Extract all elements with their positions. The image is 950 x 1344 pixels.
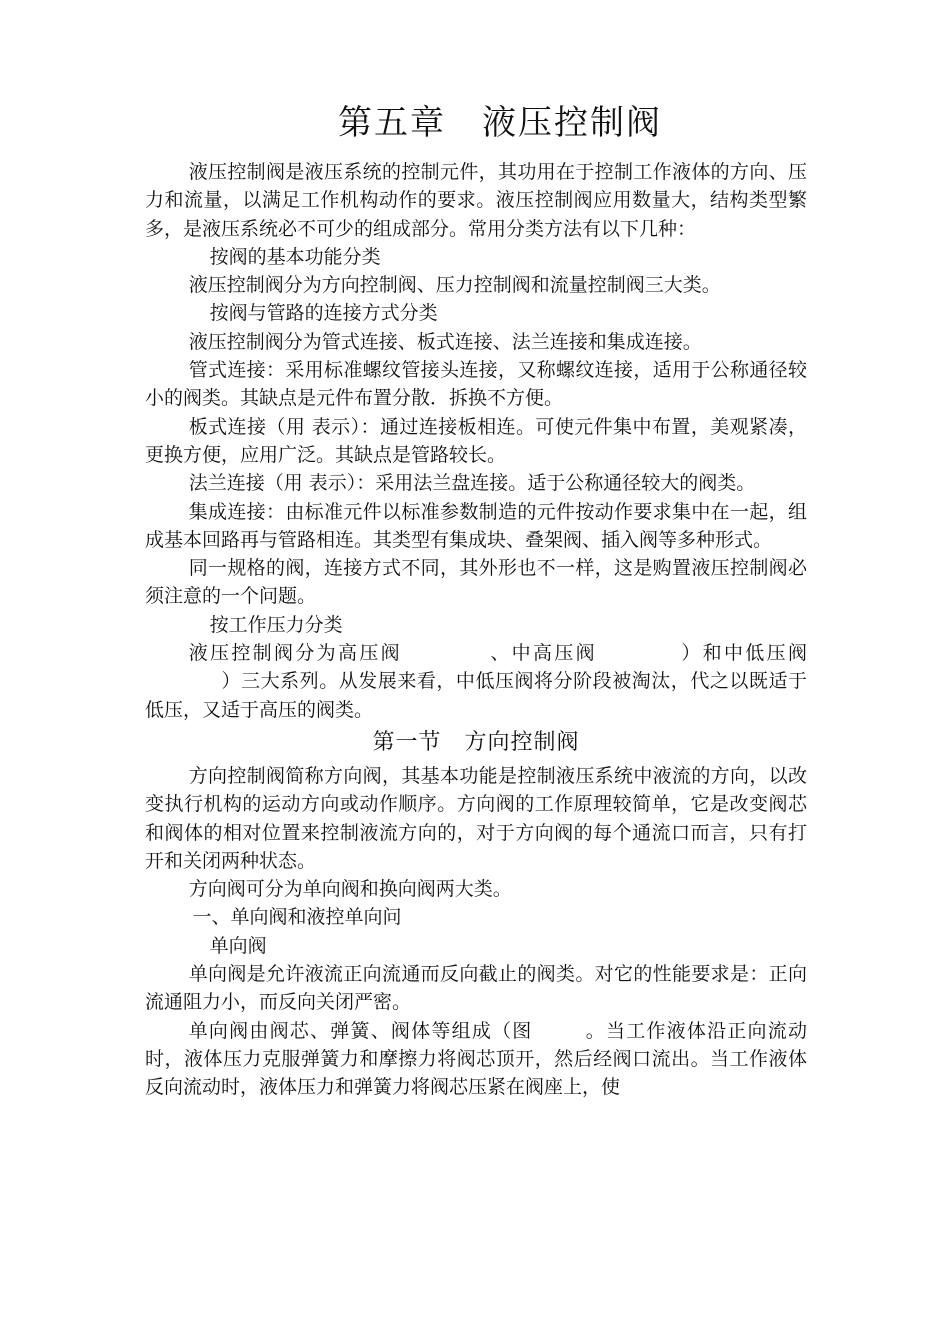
pressure-text-seg2: 、中高压阀 — [488, 642, 597, 665]
flange-connection-paragraph: 法兰连接（用 表示）：采用法兰盘连接。适于公称通径较大的阀类。 — [188, 472, 756, 495]
pressure-text-seg1: 液压控制阀分为高压阀 — [188, 642, 402, 665]
same-spec-paragraph: 同一规格的阀，连接方式不同，其外形也不一样，这是购置液压控制阀必须注意的一个问题。 — [145, 557, 807, 608]
pipe-connection-paragraph: 管式连接：采用标准螺纹管接头连接，又称螺纹连接，适用于公称通径较小的阀类。其缺点是元件布置分散．拆换不方便。 — [145, 359, 807, 410]
chapter-title: 第五章 液压控制阀 — [338, 103, 662, 143]
integrated-connection-paragraph: 集成连接：由标准元件以标准参数制造的元件按动作要求集中在一起，组成基本回路再与管路相连。其类型有集成块、叠架阀、插入阀等多种形式。 — [145, 500, 807, 551]
subheading-pressure-classification: 按工作压力分类 — [209, 613, 343, 636]
subsection-heading: 一、单向阀和液控单向问 — [192, 906, 402, 929]
plate-connection-paragraph: 板式连接（用 表示）：通过连接板相连。可使元件集中布置，美观紧凑，更换方便，应用广泛。其缺点是管路较长。 — [145, 415, 807, 466]
direction-valve-types-paragraph: 方向阀可分为单向阀和换向阀两大类。 — [188, 878, 512, 901]
check-valve-text-seg2: 。当工作液体沿正向流动时，液体压力克服弹簧力和摩擦力将阀芯顶开，然后经阀口流出。当工作液体反向流动时，液体压力和弹簧力将阀芯压紧在阀座上，使 — [145, 1019, 807, 1099]
section-title: 第一节 方向控制阀 — [372, 729, 580, 755]
check-valve-structure-paragraph — [145, 1017, 807, 1102]
pressure-classification-paragraph — [145, 639, 807, 724]
connection-types-paragraph: 液压控制阀分为管式连接、板式连接、法兰连接和集成连接。 — [188, 330, 702, 353]
check-valve-text-seg1: 单向阀由阀芯、弹簧、阀体等组成（图 — [188, 1019, 533, 1042]
function-classification-paragraph: 液压控制阀分为方向控制阀、压力控制阀和流量控制阀三大类。 — [188, 274, 721, 297]
pressure-text-seg3: ）和中低压阀 — [678, 642, 807, 665]
intro-paragraph: 液压控制阀是液压系统的控制元件，其功用在于控制工作液体的方向、压力和流量，以满足工作机构动作的要求。液压控制阀应用数量大，结构类型繁多，是液压系统必不可少的组成部分。常用分类方法有以下几种： — [145, 161, 807, 240]
subheading-connection-classification: 按阀与管路的连接方式分类 — [209, 302, 438, 325]
document-body — [145, 158, 807, 1102]
pressure-text-seg4: ）三大系列。从发展来看，中低压阀将分阶段被淘汰，代之以既适于低压，又适于高压的阀类。 — [145, 670, 807, 721]
subheading-function-classification: 按阀的基本功能分类 — [209, 245, 381, 268]
check-valve-definition-paragraph: 单向阀是允许液流正向流通而反向截止的阀类。对它的性能要求是：正向流通阻力小，而反向关闭严密。 — [145, 963, 807, 1014]
check-valve-heading: 单向阀 — [209, 934, 267, 957]
direction-valve-paragraph: 方向控制阀简称方向阀，其基本功能是控制液压系统中液流的方向，以改变执行机构的运动方向或动作顺序。方向阀的工作原理较简单，它是改变阀芯和阀体的相对位置来控制液流方向的，对于方向阀的每个通流口而言，只有打开和关闭两种状态。 — [145, 764, 807, 872]
